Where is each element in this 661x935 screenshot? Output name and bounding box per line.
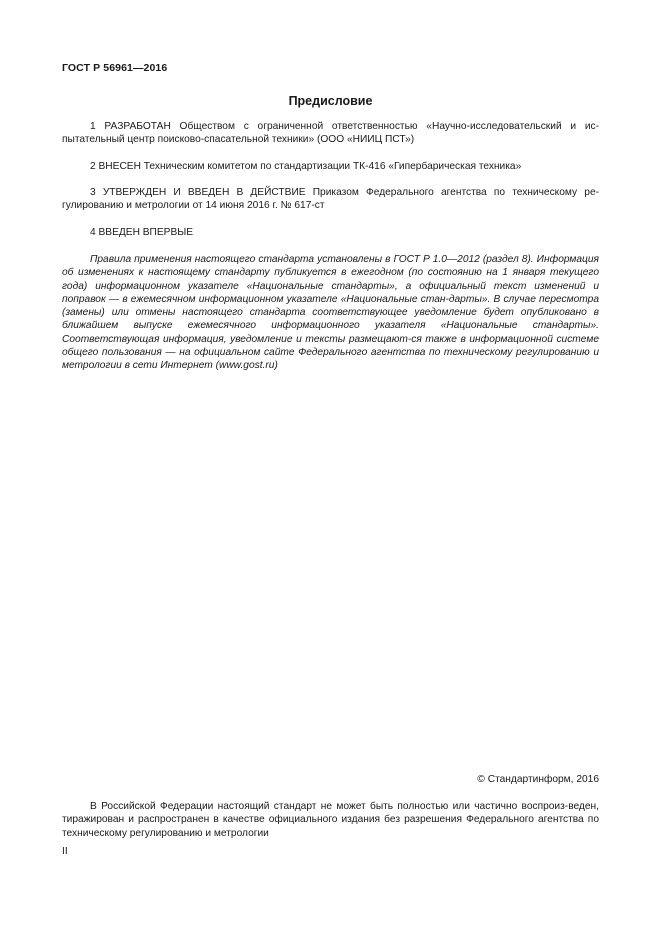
preface-item-first-introduced: 4 ВВЕДЕН ВПЕРВЫЕ <box>90 227 194 238</box>
reproduction-notice: В Российской Федерации настоящий стандарт не может быть полностью или частично воспроиз-веден, тиражирован и распространен в качестве официального издания без разрешения Федерального агентства по техническому регулированию и метрологии <box>62 801 599 839</box>
rules-of-application-note: Правила применения настоящего стандарта установлены в ГОСТ Р 1.0—2012 (раздел 8). Информация об изменениях к настоящему стандарту публикуется в ежегодном (по состоянию на 1 января текущего года) информационном указателе «Национальные стандарты», а официальный текст изменений и поправок — в ежемесячном информационном указателе «Национальные стан-дарты». В случае пересмотра (замены) или отмены настоящего стандарта соответствующее уведомление будет опубликовано в ближайшем выпуске ежемесячного информационного указателя «Национальные стандарты». Соответствующая информация, уведомление и тексты размещают-ся также в информационной системе общего пользования — на официальном сайте Федерального агентства по техническому регулированию и метрологии в сети Интернет (www.gost.ru) <box>62 254 599 372</box>
preface-item-developed: 1 РАЗРАБОТАН Обществом с ограниченной ответственностью «Научно-исследовательский и ис-пытательный центр поисково-спасательной техники» (ООО «НИИЦ ПСТ») <box>62 121 599 146</box>
document-code-header: ГОСТ Р 56961—2016 <box>62 62 168 74</box>
copyright-notice: © Стандартинформ, 2016 <box>477 774 599 785</box>
page-number: II <box>62 846 68 857</box>
preface-title: Предисловие <box>288 94 373 108</box>
preface-item-introduced: 2 ВНЕСЕН Техническим комитетом по стандартизации ТК-416 «Гипербарическая техника» <box>90 161 522 172</box>
preface-item-approved: 3 УТВЕРЖДЕН И ВВЕДЕН В ДЕЙСТВИЕ Приказом Федерального агентства по техническому ре-гулированию и метрологии от 14 июня 2016 г. № 617-ст <box>62 187 599 212</box>
